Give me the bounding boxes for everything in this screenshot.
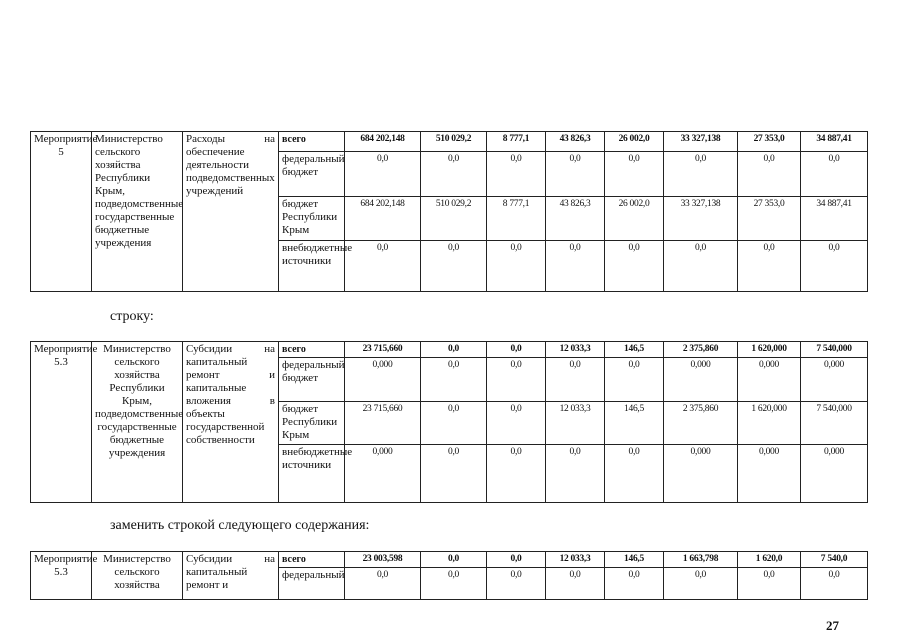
value-cell: 0,0 xyxy=(546,445,605,503)
value-cell: 0,000 xyxy=(738,358,801,402)
source-cell: всего xyxy=(279,132,345,152)
value-cell: 0,0 xyxy=(605,568,664,600)
value-cell: 23 715,660 xyxy=(345,402,421,445)
value-cell: 33 327,138 xyxy=(664,132,738,152)
value-cell: 1 663,798 xyxy=(664,552,738,568)
note-line: строку: xyxy=(110,309,154,324)
measure-cell: Мероприятие 5.3 xyxy=(31,552,92,600)
value-cell: 1 620,0 xyxy=(738,552,801,568)
value-cell: 0,0 xyxy=(487,552,546,568)
source-cell: бюджет Республики Крым xyxy=(279,197,345,241)
source-cell: всего xyxy=(279,552,345,568)
value-cell: 7 540,0 xyxy=(801,552,868,568)
value-cell: 0,0 xyxy=(738,241,801,292)
value-cell: 146,5 xyxy=(605,552,664,568)
value-cell: 0,0 xyxy=(345,152,421,197)
purpose-cell: Расходы на обеспечение деятельности подведомственных учреждений xyxy=(183,132,279,292)
value-cell: 8 777,1 xyxy=(487,132,546,152)
value-cell: 0,000 xyxy=(345,358,421,402)
measure-cell: Мероприятие 5 xyxy=(31,132,92,292)
value-cell: 26 002,0 xyxy=(605,132,664,152)
value-cell: 510 029,2 xyxy=(421,132,487,152)
purpose-cell: Субсидии на капитальный ремонт и капитальные вложения в объекты государственной собственности xyxy=(183,342,279,503)
value-cell: 34 887,41 xyxy=(801,132,868,152)
value-cell: 0,0 xyxy=(546,358,605,402)
value-cell: 0,0 xyxy=(421,152,487,197)
value-cell: 0,0 xyxy=(421,358,487,402)
value-cell: 23 003,598 xyxy=(345,552,421,568)
executor-cell: Министерство сельского хозяйства Республики Крым, подведомственные государственные бюджетные учреждения xyxy=(92,342,183,503)
value-cell: 0,0 xyxy=(421,445,487,503)
value-cell: 0,0 xyxy=(487,358,546,402)
value-cell: 684 202,148 xyxy=(345,132,421,152)
source-cell: федеральный бюджет xyxy=(279,358,345,402)
value-cell: 0,0 xyxy=(546,568,605,600)
value-cell: 43 826,3 xyxy=(546,132,605,152)
value-cell: 0,0 xyxy=(345,568,421,600)
value-cell: 0,0 xyxy=(487,402,546,445)
value-cell: 0,0 xyxy=(546,152,605,197)
value-cell: 0,0 xyxy=(664,152,738,197)
value-cell: 12 033,3 xyxy=(546,342,605,358)
value-cell: 0,0 xyxy=(487,152,546,197)
table-row xyxy=(31,342,868,358)
value-cell: 0,0 xyxy=(421,402,487,445)
value-cell: 0,0 xyxy=(487,241,546,292)
value-cell: 27 353,0 xyxy=(738,132,801,152)
source-cell: бюджет Республики Крым xyxy=(279,402,345,445)
value-cell: 33 327,138 xyxy=(664,197,738,241)
value-cell: 684 202,148 xyxy=(345,197,421,241)
value-cell: 27 353,0 xyxy=(738,197,801,241)
purpose-cell: Субсидии на капитальный ремонт и xyxy=(183,552,279,600)
value-cell: 0,0 xyxy=(605,152,664,197)
value-cell: 23 715,660 xyxy=(345,342,421,358)
value-cell: 0,0 xyxy=(421,241,487,292)
executor-cell: Министерство сельского хозяйства Республики Крым, подведомственные государственные бюджетные учреждения xyxy=(92,132,183,292)
value-cell: 2 375,860 xyxy=(664,342,738,358)
value-cell: 0,0 xyxy=(664,568,738,600)
value-cell: 26 002,0 xyxy=(605,197,664,241)
table-measure-5-3-new xyxy=(30,551,868,600)
value-cell: 0,0 xyxy=(421,552,487,568)
value-cell: 0,0 xyxy=(421,568,487,600)
page-number: 27 xyxy=(826,618,839,633)
source-cell: федеральный бюджет xyxy=(279,152,345,197)
value-cell: 0,0 xyxy=(345,241,421,292)
value-cell: 0,000 xyxy=(738,445,801,503)
value-cell: 0,000 xyxy=(345,445,421,503)
value-cell: 2 375,860 xyxy=(664,402,738,445)
value-cell: 0,000 xyxy=(664,358,738,402)
value-cell: 0,0 xyxy=(546,241,605,292)
value-cell: 1 620,000 xyxy=(738,342,801,358)
value-cell: 1 620,000 xyxy=(738,402,801,445)
source-cell: федеральный xyxy=(279,568,345,600)
value-cell: 0,000 xyxy=(664,445,738,503)
source-cell: всего xyxy=(279,342,345,358)
value-cell: 510 029,2 xyxy=(421,197,487,241)
value-cell: 0,0 xyxy=(421,342,487,358)
table-measure-5-3 xyxy=(30,341,868,503)
value-cell: 0,0 xyxy=(605,445,664,503)
table-measure-5 xyxy=(30,131,868,292)
value-cell: 0,0 xyxy=(801,568,868,600)
value-cell: 0,0 xyxy=(801,241,868,292)
value-cell: 7 540,000 xyxy=(801,342,868,358)
value-cell: 0,0 xyxy=(738,152,801,197)
value-cell: 0,0 xyxy=(487,445,546,503)
source-cell: внебюджетные источники xyxy=(279,445,345,503)
value-cell: 0,000 xyxy=(801,358,868,402)
value-cell: 12 033,3 xyxy=(546,402,605,445)
value-cell: 0,000 xyxy=(801,445,868,503)
measure-cell: Мероприятие 5.3 xyxy=(31,342,92,503)
value-cell: 7 540,000 xyxy=(801,402,868,445)
value-cell: 146,5 xyxy=(605,402,664,445)
value-cell: 0,0 xyxy=(801,152,868,197)
executor-cell: Министерство сельского хозяйства xyxy=(92,552,183,600)
table-row xyxy=(31,552,868,568)
value-cell: 146,5 xyxy=(605,342,664,358)
value-cell: 34 887,41 xyxy=(801,197,868,241)
value-cell: 12 033,3 xyxy=(546,552,605,568)
value-cell: 0,0 xyxy=(487,568,546,600)
value-cell: 0,0 xyxy=(664,241,738,292)
table-row xyxy=(31,132,868,152)
value-cell: 0,0 xyxy=(738,568,801,600)
value-cell: 0,0 xyxy=(605,241,664,292)
value-cell: 43 826,3 xyxy=(546,197,605,241)
value-cell: 8 777,1 xyxy=(487,197,546,241)
source-cell: внебюджетные источники xyxy=(279,241,345,292)
value-cell: 0,0 xyxy=(487,342,546,358)
value-cell: 0,0 xyxy=(605,358,664,402)
note-line: заменить строкой следующего содержания: xyxy=(110,518,370,533)
